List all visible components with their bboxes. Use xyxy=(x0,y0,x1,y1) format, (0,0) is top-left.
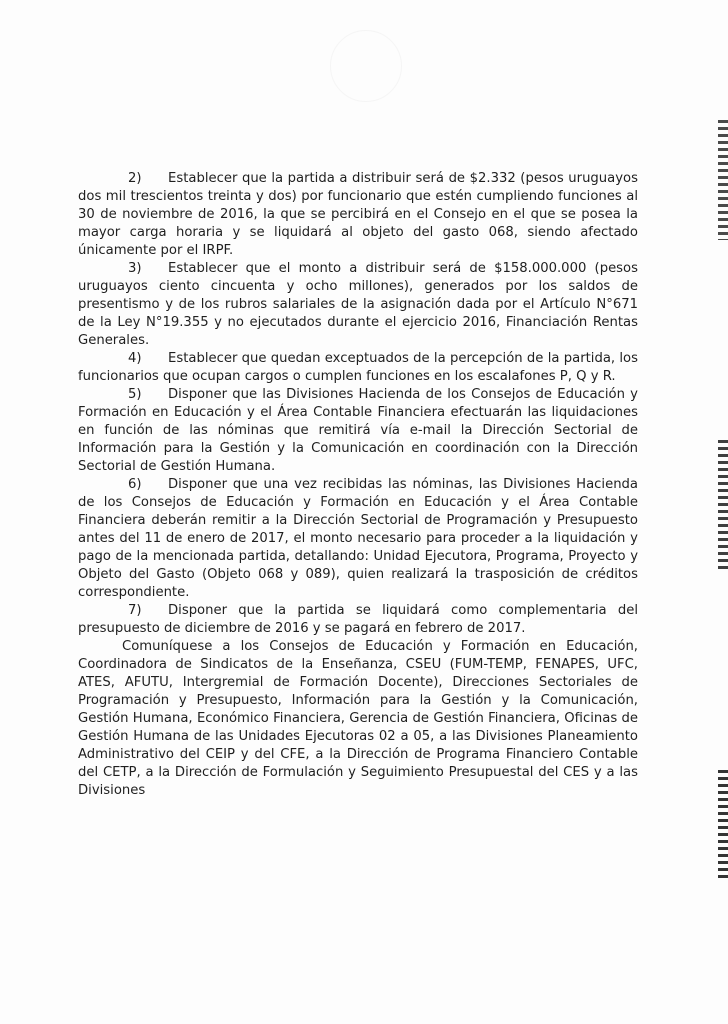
paragraph-7 xyxy=(78,602,638,638)
paragraph-4 xyxy=(78,350,638,386)
paragraph-number: 7) xyxy=(128,603,142,618)
document-body xyxy=(78,170,638,800)
paragraph-number: 3) xyxy=(128,261,142,276)
paragraph-number: 5) xyxy=(128,387,142,402)
paragraph-text: Establecer que el monto a distribuir será de $158.000.000 (pesos uruguayos ciento cincuenta y ocho millones), generados por los saldos de presentismo y de los rubros salariales de la asignación dada por el Artículo N°671 de la Ley N°19.355 y no ejecutados durante el ejercicio 2016, Financiación Rentas Generales. xyxy=(78,261,638,348)
binding-marks-bottom xyxy=(718,770,728,880)
paragraph-text: Disponer que una vez recibidas las nóminas, las Divisiones Hacienda de los Consejos de Educación y Formación en Educación y el Área Contable Financiera deberán remitir a la Dirección Sectorial de Programación y Presupuesto antes del 11 de enero de 2017, el monto necesario para proceder a la liquidación y pago de la mencionada partida, detallando: Unidad Ejecutora, Programa, Proyecto y Objeto del Gasto (Objeto 068 y 089), quien realizará la trasposición de créditos correspondiente. xyxy=(78,477,638,600)
paragraph-text: Establecer que la partida a distribuir será de $2.332 (pesos uruguayos dos mil trescientos treinta y dos) por funcionario que estén cumpliendo funciones al 30 de noviembre de 2016, la que se percibirá en el Consejo en el que se posea la mayor carga horaria y se liquidará al objeto del gasto 068, siendo afectado únicamente por el IRPF. xyxy=(78,171,638,258)
faint-seal-watermark xyxy=(330,30,402,102)
paragraph-text: Disponer que la partida se liquidará como complementaria del presupuesto de diciembre de 2016 y se pagará en febrero de 2017. xyxy=(78,603,638,636)
paragraph-number: 6) xyxy=(128,477,142,492)
paragraph-2 xyxy=(78,170,638,260)
paragraph-text: Establecer que quedan exceptuados de la percepción de la partida, los funcionarios que ocupan cargos o cumplen funciones en los escalafones P, Q y R. xyxy=(78,351,638,384)
paragraph-text: Disponer que las Divisiones Hacienda de los Consejos de Educación y Formación en Educación y el Área Contable Financiera efectuarán las liquidaciones en función de las nóminas que remitirá vía e-mail la Dirección Sectorial de Información para la Gestión y la Comunicación en coordinación con la Dirección Sectorial de Gestión Humana. xyxy=(78,387,638,474)
binding-marks-middle xyxy=(718,440,728,570)
paragraph-5 xyxy=(78,386,638,476)
paragraph-number: 2) xyxy=(128,171,142,186)
binding-marks-top xyxy=(718,120,728,240)
closing-paragraph: Comuníquese a los Consejos de Educación y Formación en Educación, Coordinadora de Sindicatos de la Enseñanza, CSEU (FUM-TEMP, FENAPES, UFC, ATES, AFUTU, Intergremial de Formación Docente), Direcciones Sectoriales de Programación y Presupuesto, Información para la Gestión y la Comunicación, Gestión Humana, Económico Financiera, Gerencia de Gestión Financiera, Oficinas de Gestión Humana de las Unidades Ejecutoras 02 a 05, a las Divisiones Planeamiento Administrativo del CEIP y del CFE, a la Dirección de Programa Financiero Contable del CETP, a la Dirección de Formulación y Seguimiento Presupuestal del CES y a las Divisiones xyxy=(78,639,638,798)
paragraph-6 xyxy=(78,476,638,602)
paragraph-number: 4) xyxy=(128,351,142,366)
paragraph-3 xyxy=(78,260,638,350)
